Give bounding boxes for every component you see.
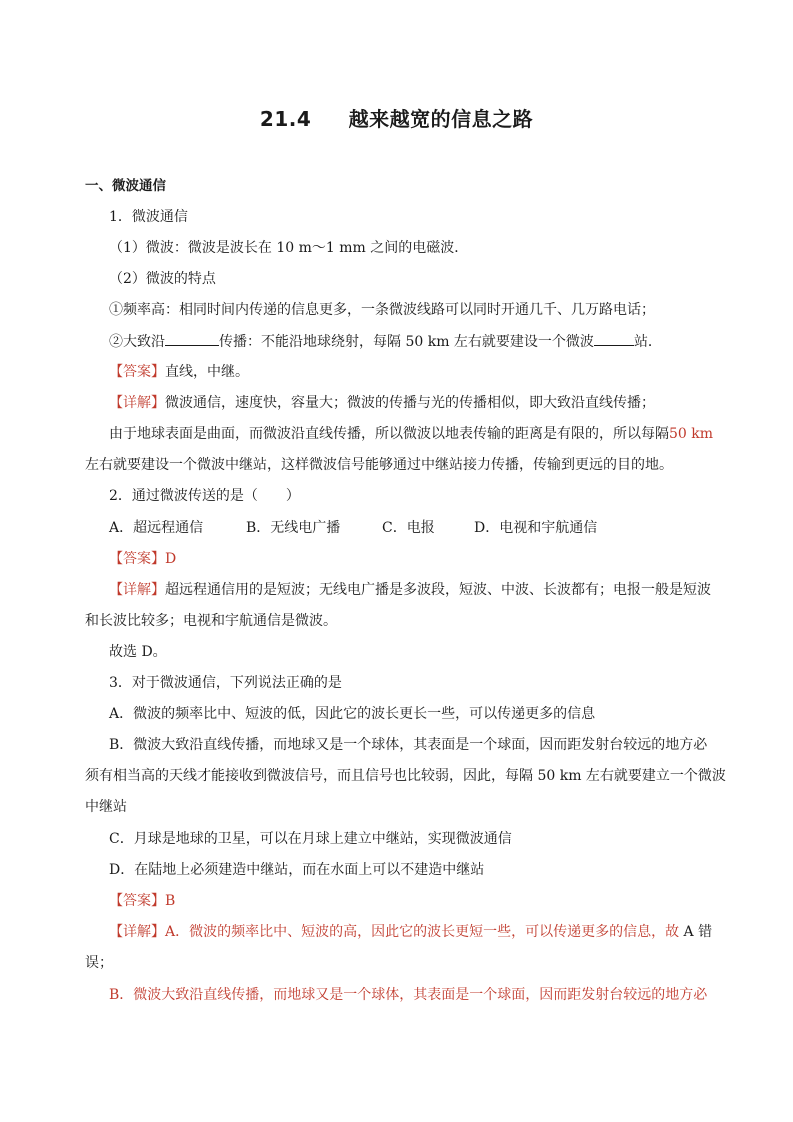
q2-options xyxy=(109,518,597,538)
q3-stem: 3．对于微波通信，下列说法正确的是 xyxy=(109,675,342,691)
q1-detail-2b: 50 km xyxy=(669,426,714,442)
q3-answer-line xyxy=(109,891,175,911)
q1-p4-part-c: 站． xyxy=(633,334,662,350)
q2-detail-line-2: 和长波比较多；电视和宇航通信是微波。 xyxy=(85,613,337,629)
q3-detail-line-1 xyxy=(109,922,712,942)
q1-detail-line-3: 左右就要建设一个微波中继站，这样微波信号能够通过中继站接力传播，传输到更远的目的地。 xyxy=(85,457,673,473)
answer-tag: 【答案】 xyxy=(109,364,165,380)
q3-option-b-line-2: 须有相当高的天线才能接收到微波信号，而且信号也比较弱，因此，每隔 50 km 左右就要建立一个微波 xyxy=(85,768,726,784)
q1-p4-part-b: 传播：不能沿地球绕射，每隔 50 km 左右就要建设一个微波 xyxy=(219,334,594,350)
q3-detail-line-3: B．微波大致沿直线传播，而地球又是一个球体，其表面是一个球面，因而距发射台较远的地方必 xyxy=(109,987,708,1003)
answer-tag: 【答案】 xyxy=(109,893,165,909)
answer-tag: 【答案】 xyxy=(109,551,165,567)
q1-paragraph-1: （1）微波：微波是波长在 10 m～1 mm 之间的电磁波． xyxy=(109,240,469,256)
detail-tag: 【详解】 xyxy=(109,395,165,411)
q3-option-d: D．在陆地上必须建造中继站，而在水面上可以不建造中继站 xyxy=(109,862,485,878)
page-title: 21.4 越来越宽的信息之路 xyxy=(259,107,534,131)
q2-detail-1: 超远程通信用的是短波；无线电广播是多波段，短波、中波、长波都有；电报一般是短波 xyxy=(165,582,711,598)
q3-answer: B xyxy=(165,893,176,909)
q1-answer-line xyxy=(109,362,249,382)
q1-fill-blank-line xyxy=(109,331,662,352)
q3-detail-line-2: 误； xyxy=(85,955,113,971)
q2-answer: D xyxy=(165,551,177,567)
answer-blank-2 xyxy=(594,331,634,346)
q1-heading: 1．微波通信 xyxy=(109,209,188,225)
q2-conclusion: 故选 D。 xyxy=(109,644,167,660)
q3-option-b-line-1: B．微波大致沿直线传播，而地球又是一个球体，其表面是一个球面，因而距发射台较远的地方必 xyxy=(109,737,708,753)
q2-option-b: B．无线电广播 xyxy=(246,520,341,536)
q1-p4-part-a: ②大致沿 xyxy=(109,334,165,350)
q3-option-b-line-3: 中继站 xyxy=(85,799,127,815)
q3-detail-1a: A．微波的频率比中、短波的高，因此它的波长更短一些，可以传递更多的信息，故 xyxy=(165,924,680,940)
detail-tag: 【详解】 xyxy=(109,924,165,940)
q2-option-c: C．电报 xyxy=(382,520,435,536)
q3-detail-1b: A 错 xyxy=(679,924,713,940)
detail-tag: 【详解】 xyxy=(109,582,165,598)
q1-detail-1: 微波通信，速度快，容量大；微波的传播与光的传播相似，即大致沿直线传播； xyxy=(165,395,655,411)
q1-detail-2a: 由于地球表面是曲面，而微波沿直线传播，所以微波以地表传输的距离是有限的，所以每隔 xyxy=(109,426,669,442)
q2-stem: 2．通过微波传送的是（ ） xyxy=(109,488,300,504)
q1-paragraph-2: （2）微波的特点 xyxy=(109,271,216,287)
q2-detail-line-1 xyxy=(109,580,711,600)
q2-answer-line xyxy=(109,549,176,569)
answer-blank-1 xyxy=(165,331,219,346)
q1-detail-line-1 xyxy=(109,393,655,413)
q1-detail-line-2 xyxy=(109,424,713,444)
q3-option-c: C．月球是地球的卫星，可以在月球上建立中继站，实现微波通信 xyxy=(109,831,512,847)
q1-answer: 直线，中继。 xyxy=(165,364,249,380)
q2-option-a: A．超远程通信 xyxy=(109,520,204,536)
section-heading-microwave: 一、微波通信 xyxy=(85,178,166,194)
q3-option-a: A．微波的频率比中、短波的低，因此它的波长更长一些，可以传递更多的信息 xyxy=(109,706,596,722)
q2-option-d: D．电视和宇航通信 xyxy=(474,520,598,536)
q1-paragraph-3: ①频率高：相同时间内传递的信息更多，一条微波线路可以同时开通几千、几万路电话； xyxy=(109,302,655,318)
